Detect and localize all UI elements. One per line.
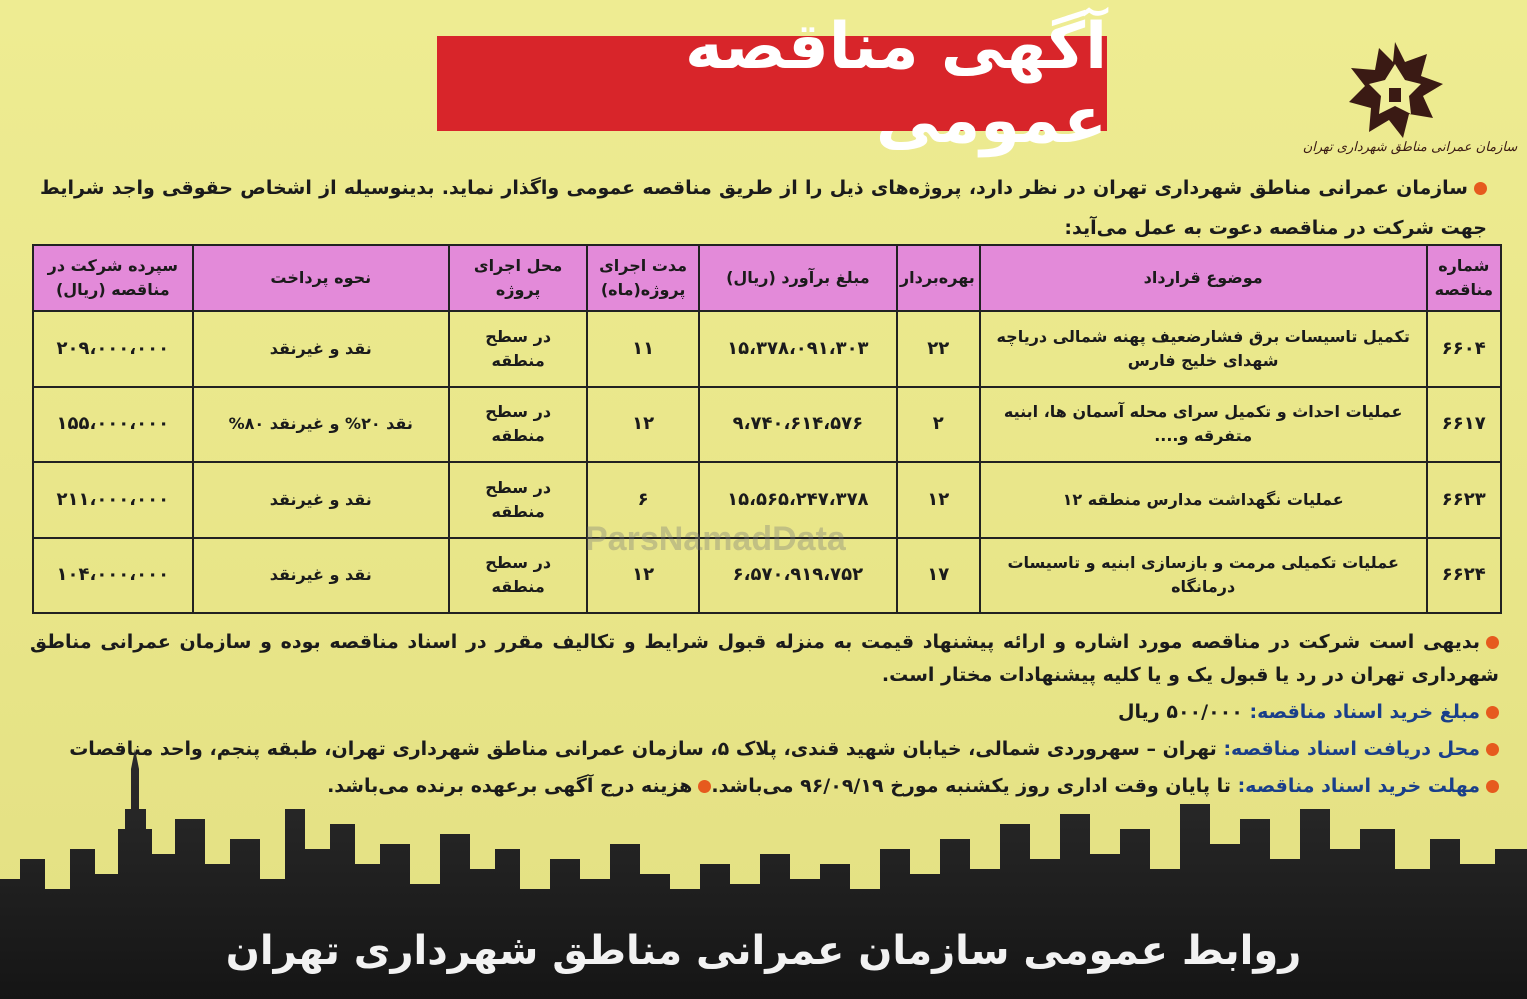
header-deposit: سپرده شرکت در مناقصه (ریال) — [33, 245, 193, 311]
notice-title: آگهی مناقصه عمومی — [685, 9, 1107, 158]
condition-1: بدیهی است شرکت در مناقصه مورد اشاره و ارائه پیشنهاد قیمت به منزله قبول شرایط و تکالیف مقرر در اسناد مناقصه بوده و سازمان عمرانی مناطق شهرداری تهران در رد یا قبول یک و یا کلیه پیشنهادات مختار است. — [30, 631, 1499, 686]
header-payment: نحوه پرداخت — [193, 245, 449, 311]
logo-caption: سازمان عمرانی مناطق شهرداری تهران — [1302, 140, 1518, 155]
condition-2-value: ۵۰۰/۰۰۰ ریال — [1118, 701, 1243, 723]
cell-location: در سطح منطقه — [449, 462, 587, 538]
cell-payment: نقد و غیرنقد — [193, 462, 449, 538]
cell-number: ۶۶۰۴ — [1427, 311, 1501, 387]
condition-4-value: تا پایان وقت اداری روز یکشنبه مورخ ۹۶/۰۹/۱۹ می‌باشد. — [711, 775, 1231, 797]
cell-operator: ۲۲ — [897, 311, 980, 387]
header-subject: موضوع قرارداد — [980, 245, 1427, 311]
cell-payment: نقد ۲۰% و غیرنقد ۸۰% — [193, 387, 449, 463]
header-number: شماره مناقصه — [1427, 245, 1501, 311]
cell-duration: ۱۱ — [587, 311, 699, 387]
cell-subject: عملیات احداث و تکمیل سرای محله آسمان ها، ابنیه متفرقه و.... — [980, 387, 1427, 463]
bullet-icon — [1486, 636, 1499, 649]
condition-3-value: تهران – سهروردی شمالی، خیابان شهید قندی، پلاک ۵، سازمان عمرانی مناطق شهرداری تهران، طبقه پنجم، واحد مناقصات — [69, 738, 1217, 760]
condition-4-extra: هزینه درج آگهی برعهده برنده می‌باشد. — [327, 775, 693, 797]
header-estimate: مبلغ برآورد (ریال) — [699, 245, 897, 311]
cell-operator: ۲ — [897, 387, 980, 463]
condition-2-label: مبلغ خرید اسناد مناقصه: — [1249, 701, 1480, 723]
organization-logo-icon — [1345, 40, 1445, 140]
cell-deposit: ۲۱۱،۰۰۰،۰۰۰ — [33, 462, 193, 538]
intro-text: سازمان عمرانی مناطق شهرداری تهران در نظر دارد، پروژه‌های ذیل را از طریق مناقصه عمومی واگذار نماید. بدینوسیله از اشخاص حقوقی واجد شرایط جهت شرکت در مناقصه دعوت به عمل می‌آید: — [40, 177, 1487, 239]
cell-estimate: ۶،۵۷۰،۹۱۹،۷۵۲ — [699, 538, 897, 614]
condition-2 — [30, 696, 1499, 729]
cell-operator: ۱۲ — [897, 462, 980, 538]
intro-paragraph — [40, 168, 1487, 248]
cell-estimate: ۱۵،۳۷۸،۰۹۱،۳۰۳ — [699, 311, 897, 387]
cell-estimate: ۹،۷۴۰،۶۱۴،۵۷۶ — [699, 387, 897, 463]
cell-location: در سطح منطقه — [449, 538, 587, 614]
condition-3-label: محل دریافت اسناد مناقصه: — [1223, 738, 1480, 760]
header-location: محل اجرای پروژه — [449, 245, 587, 311]
footer-text: روابط عمومی سازمان عمرانی مناطق شهرداری تهران — [225, 928, 1302, 974]
cell-estimate: ۱۵،۵۶۵،۲۴۷،۳۷۸ — [699, 462, 897, 538]
cell-number: ۶۶۱۷ — [1427, 387, 1501, 463]
condition-4-label: مهلت خرید اسناد مناقصه: — [1237, 775, 1480, 797]
cell-location: در سطح منطقه — [449, 387, 587, 463]
cell-deposit: ۱۵۵،۰۰۰،۰۰۰ — [33, 387, 193, 463]
cell-subject: عملیات نگهداشت مدارس منطقه ۱۲ — [980, 462, 1427, 538]
watermark: ParsNamadData — [585, 520, 846, 558]
header-duration: مدت اجرای پروژه(ماه) — [587, 245, 699, 311]
cell-deposit: ۲۰۹،۰۰۰،۰۰۰ — [33, 311, 193, 387]
table-header-row — [33, 245, 1501, 311]
cell-deposit: ۱۰۴،۰۰۰،۰۰۰ — [33, 538, 193, 614]
cell-subject: تکمیل تاسیسات برق فشارضعیف پهنه شمالی دریاچه شهدای خلیج فارس — [980, 311, 1427, 387]
cell-duration: ۱۲ — [587, 387, 699, 463]
table-row — [33, 387, 1501, 463]
cell-duration: ۱۲ — [587, 538, 699, 614]
cell-payment: نقد و غیرنقد — [193, 311, 449, 387]
cell-number: ۶۶۲۴ — [1427, 538, 1501, 614]
cell-location: در سطح منطقه — [449, 311, 587, 387]
table-row — [33, 311, 1501, 387]
cell-subject: عملیات تکمیلی مرمت و بازسازی ابنیه و تاسیسات درمانگاه — [980, 538, 1427, 614]
header-operator: بهره‌بردار — [897, 245, 980, 311]
cell-number: ۶۶۲۳ — [1427, 462, 1501, 538]
notice-title-banner — [437, 9, 1107, 158]
cell-operator: ۱۷ — [897, 538, 980, 614]
cell-payment: نقد و غیرنقد — [193, 538, 449, 614]
bullet-icon — [1474, 182, 1487, 195]
cell-duration: ۶ — [587, 462, 699, 538]
bullet-icon — [1486, 706, 1499, 719]
